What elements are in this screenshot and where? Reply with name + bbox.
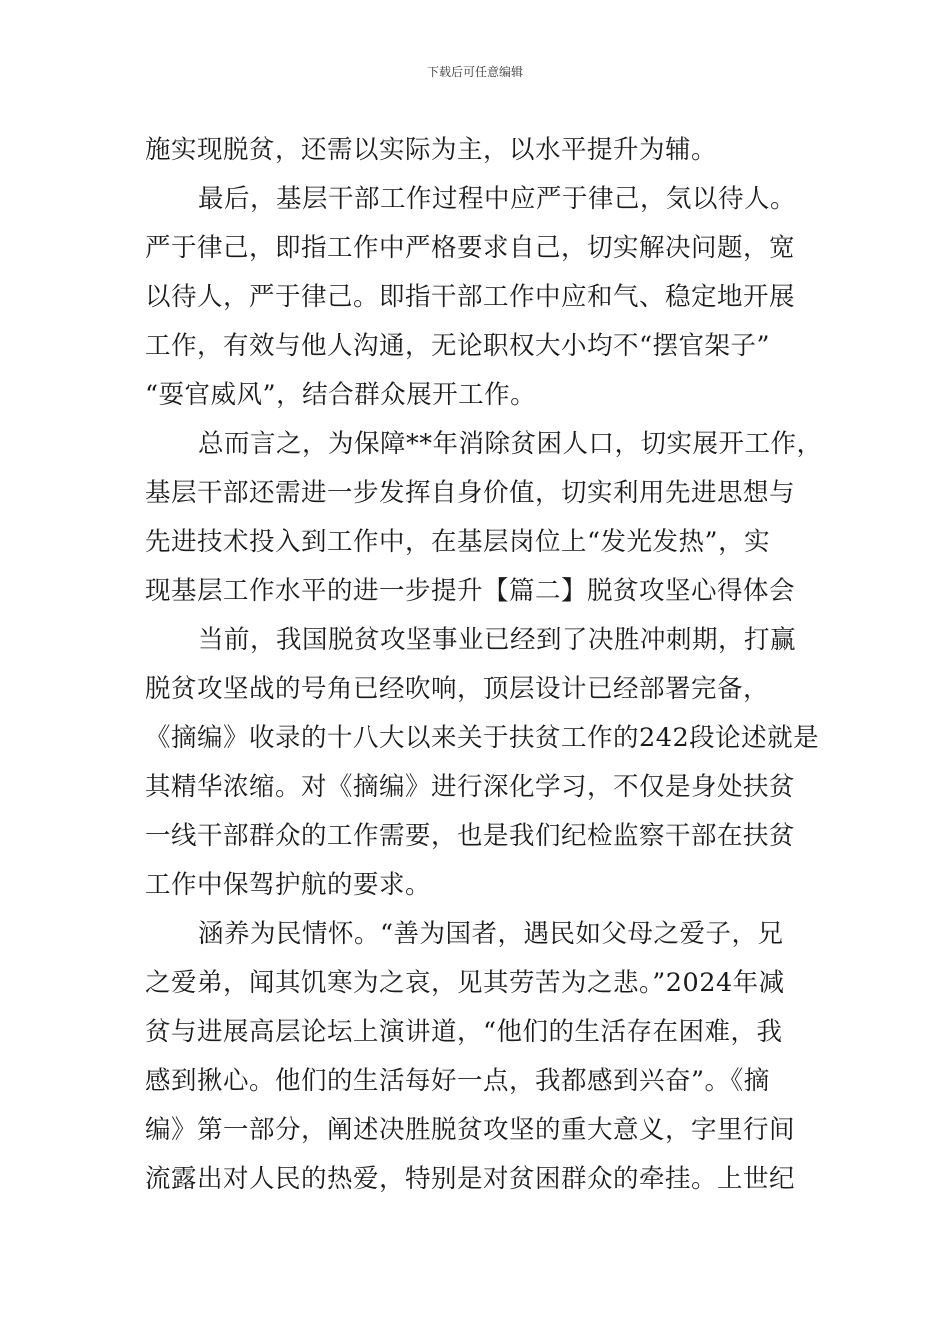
text-line: 其精华浓缩。对《摘编》进行深化学习，不仅是身处扶贫 bbox=[145, 772, 796, 802]
paragraph-start-line: 总而言之，为保障**年消除贫困人口，切实展开工作， bbox=[198, 429, 823, 459]
text-line: 以待人，严于律己。即指干部工作中应和气、稳定地开展 bbox=[145, 282, 796, 312]
text-line: 工作，有效与他人沟通，无论职权大小均不“摆官架子” bbox=[145, 331, 771, 361]
text-line: 现基层工作水平的进一步提升【篇二】脱贫攻坚心得体会 bbox=[145, 576, 796, 606]
text-line: 感到揪心。他们的生活每好一点，我都感到兴奋”。《摘 bbox=[145, 1066, 770, 1096]
document-body bbox=[145, 126, 823, 1204]
text-line: 编》第一部分，阐述决胜脱贫攻坚的重大意义，字里行间 bbox=[145, 1115, 796, 1145]
text-line: 施实现脱贫，还需以实际为主，以水平提升为辅。 bbox=[145, 135, 718, 165]
text-line: 流露出对人民的热爱，特别是对贫困群众的牵挂。上世纪 bbox=[145, 1164, 796, 1194]
text-line: 基层干部还需进一步发挥自身价值，切实利用先进思想与 bbox=[145, 478, 796, 508]
text-line: 工作中保驾护航的要求。 bbox=[145, 870, 432, 900]
text-line: 《摘编》收录的十八大以来关于扶贫工作的242段论述就是 bbox=[145, 723, 820, 753]
text-line: 之爱弟，闻其饥寒为之哀，见其劳苦为之悲。”2024年减 bbox=[145, 968, 785, 998]
text-line: “耍官威风”，结合群众展开工作。 bbox=[145, 380, 537, 410]
paragraph-start-line: 最后，基层干部工作过程中应严于律己，気以待人。 bbox=[198, 184, 797, 214]
text-line: 一线干部群众的工作需要，也是我们纪检监察干部在扶贫 bbox=[145, 821, 796, 851]
text-line: 贫与进展高层论坛上演讲道，“他们的生活存在困难，我 bbox=[145, 1017, 783, 1047]
page-header: 下载后可任意编辑 bbox=[426, 65, 523, 79]
text-line: 严于律己，即指工作中严格要求自己，切实解决问题，宽 bbox=[145, 233, 796, 263]
text-line: 脱贫攻坚战的号角已经吹响，顶层设计已经部署完备， bbox=[145, 674, 770, 704]
text-line: 先进技术投入到工作中，在基层岗位上“发光发热”，实 bbox=[145, 527, 771, 557]
paragraph-start-line: 当前，我国脱贫攻坚事业已经到了决胜冲刺期，打赢 bbox=[198, 625, 797, 655]
paragraph-start-line: 涵养为民情怀。“善为国者，遇民如父母之爱子，兄 bbox=[198, 919, 784, 949]
